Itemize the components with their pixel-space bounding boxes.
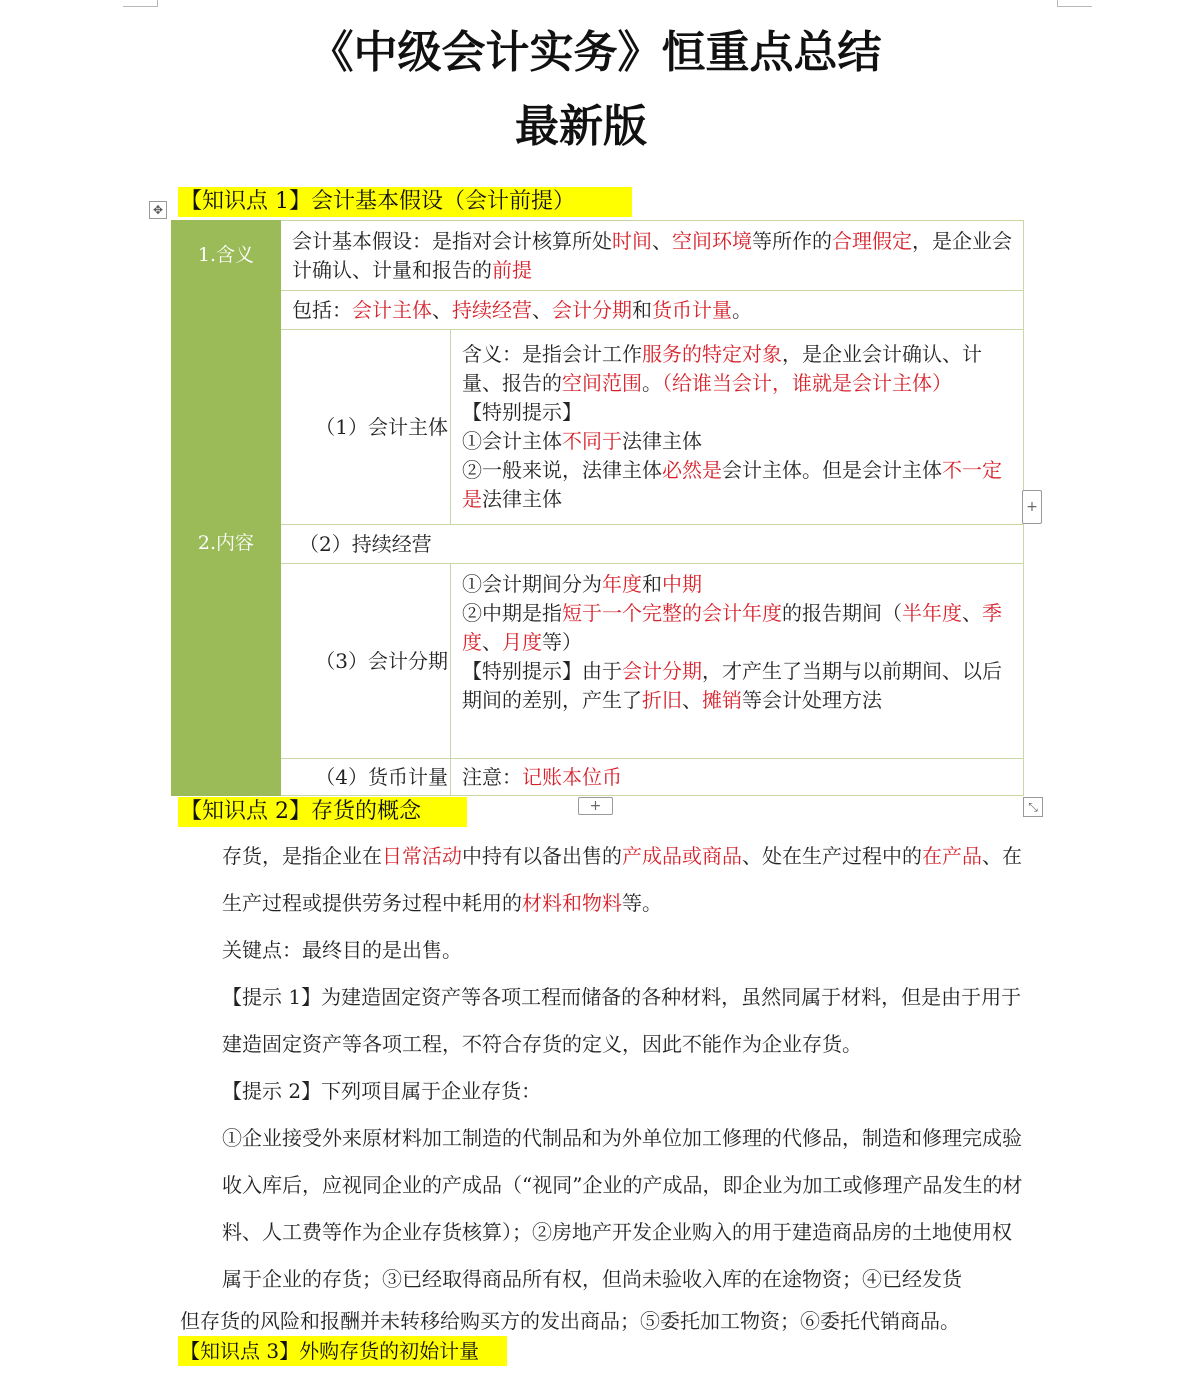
special-tip-label: 【特别提示】: [462, 400, 582, 424]
monetary-measurement-cell: [451, 759, 1024, 796]
highlight-span: 半年度: [902, 601, 962, 625]
page-corner-mark-left: [123, 0, 158, 7]
table-row: [172, 291, 1024, 330]
inventory-definition: [180, 833, 1030, 1303]
tip-2: 【提示 2】下列项目属于企业存货：: [222, 1079, 542, 1103]
text-span: 等）: [542, 630, 582, 654]
text-span: 包括：: [292, 297, 352, 322]
highlight-span: 材料和物料: [522, 891, 622, 915]
text-span: ，是企业会计确认、计量和报告的: [292, 228, 1012, 282]
text-span: 、在生产过程或提供劳务过程中耗用的: [222, 844, 1022, 915]
sub-label-accounting-entity: （1）会计主体: [281, 330, 451, 525]
text-span: 等所作的: [752, 228, 832, 253]
highlight-span: 摊销: [702, 688, 742, 712]
text-span: 法律主体: [482, 487, 562, 511]
highlight-span: 会计主体: [352, 297, 432, 322]
text-span: 中持有以备出售的: [462, 844, 622, 868]
highlight-span: 服务的特定对象: [642, 342, 782, 366]
highlight-span: 短于一个完整的会计年度: [562, 601, 782, 625]
text-span: ①会计期间分为: [462, 572, 602, 596]
highlight-span: 货币计量: [652, 297, 732, 322]
knowledge-point-3-heading: 【知识点 3】外购存货的初始计量: [178, 1336, 507, 1366]
highlight-span: 空间环境: [672, 228, 752, 253]
highlight-span: 月度: [502, 630, 542, 654]
highlight-span: 必然是: [662, 458, 722, 482]
highlight-span: 不一定是: [462, 458, 1002, 511]
text-span: 、处在生产过程中的: [742, 844, 922, 868]
highlight-span: 日常活动: [382, 844, 462, 868]
text-span: 、: [432, 297, 452, 322]
highlight-span: 合理假定: [832, 228, 912, 253]
text-span: 含义：是指会计工作: [462, 342, 642, 366]
highlight-span: 不同于: [562, 429, 622, 453]
table-row: [172, 525, 1024, 564]
text-span: ，是企业会计确认、计量、报告的: [462, 342, 982, 395]
text-block: [180, 833, 1030, 927]
knowledge-point-1-heading: 【知识点 1】会计基本假设（会计前提）: [178, 187, 632, 217]
highlight-span: 空间范围: [562, 371, 642, 395]
highlight-span: 季度: [462, 601, 1002, 654]
document-title: 《中级会计实务》恒重点总结: [309, 27, 882, 78]
text-span: 注意：: [462, 764, 522, 789]
text-span: 、: [532, 297, 552, 322]
sub-label-monetary-measurement: （4）货币计量: [281, 759, 451, 796]
text-block: [462, 427, 1013, 456]
highlight-span: 折旧: [642, 688, 682, 712]
text-block: [462, 456, 1013, 514]
text-span: 会计基本假设：是指对会计核算所处: [292, 228, 612, 253]
insert-column-plus-icon[interactable]: +: [1022, 490, 1042, 524]
table-row: [172, 221, 1024, 291]
accounting-period-cell: [451, 564, 1024, 759]
key-point: 关键点：最终目的是出售。: [222, 938, 462, 962]
text-span: 。: [642, 371, 662, 395]
table-resize-icon[interactable]: ⤡: [1023, 797, 1043, 817]
inventory-items-list: ①企业接受外来原材料加工制造的代制品和为外单位加工修理的代修品，制造和修理完成验收入库后，应视同企业的产成品（“视同”企业的产成品，即企业为加工或修理产品发生的材料、人工费等作为企业存货核算）；②房地产开发企业购入的用于建造商品房的土地使用权属于企业的存货；③已经取得商品所有权，但尚未验收入库的在途物资；④已经发货: [222, 1126, 1023, 1291]
insert-row-plus-icon[interactable]: +: [578, 797, 613, 815]
inventory-items-list-end: 但存货的风险和报酬并未转移给购买方的发出商品；⑤委托加工物资；⑥委托代销商品。: [180, 1309, 960, 1333]
definition-cell: [281, 221, 1024, 291]
text-block: [462, 340, 1013, 398]
row-label-content: 2.内容: [172, 291, 281, 796]
tip-1: 【提示 1】为建造固定资产等各项工程而储备的各种材料，虽然同属于材料，但是由于用于建造固定资产等各项工程，不符合存货的定义，因此不能作为企业存货。: [222, 985, 1022, 1056]
text-span: 和: [632, 297, 652, 322]
sub-label-accounting-period: （3）会计分期: [281, 564, 451, 759]
text-span: 、: [962, 601, 982, 625]
text-block: [462, 570, 1013, 599]
table-row: [172, 759, 1024, 796]
highlight-span: 前提: [492, 257, 532, 282]
table-row: [172, 330, 1024, 525]
table-row: [172, 564, 1024, 759]
row-label-definition: 1.含义: [172, 221, 281, 291]
highlight-span: 持续经营: [452, 297, 532, 322]
highlight-span: 时间: [612, 228, 652, 253]
text-span: 、: [482, 630, 502, 654]
highlight-span: 会计分期: [622, 659, 702, 683]
knowledge-point-2-heading: 【知识点 2】存货的概念: [178, 797, 467, 827]
highlight-span: 中期: [662, 572, 702, 596]
table-move-icon[interactable]: ✥: [149, 201, 167, 219]
highlight-span: （给谁当会计，谁就是会计主体）: [662, 371, 952, 395]
page-corner-mark-right: [1057, 0, 1092, 7]
text-span: 等。: [622, 891, 662, 915]
text-span: 、: [652, 228, 672, 253]
text-span: ②一般来说，法律主体: [462, 458, 662, 482]
text-span: 。: [732, 297, 752, 322]
text-block: [462, 599, 1013, 657]
highlight-span: 产成品或商品: [622, 844, 742, 868]
text-span: 法律主体: [622, 429, 702, 453]
include-cell: [281, 291, 1024, 330]
highlight-span: 年度: [602, 572, 642, 596]
highlight-span: 记账本位币: [522, 764, 622, 789]
text-span: 存货，是指企业在: [222, 844, 382, 868]
highlight-span: 会计分期: [552, 297, 632, 322]
text-span: 、: [682, 688, 702, 712]
text-span: ，才产生了当期与以前期间、以后期间的差别，产生了: [462, 659, 1002, 712]
document-subtitle: 最新版: [515, 101, 647, 152]
text-span: ②中期是指: [462, 601, 562, 625]
text-span: 和: [642, 572, 662, 596]
accounting-entity-cell: [451, 330, 1024, 525]
text-span: ①会计主体: [462, 429, 562, 453]
text-block: [462, 657, 1013, 715]
text-span: 等会计处理方法: [742, 688, 882, 712]
knowledge-table: [171, 220, 1024, 796]
highlight-span: 在产品: [922, 844, 982, 868]
text-span: 会计主体。但是会计主体: [722, 458, 942, 482]
text-span: 【特别提示】由于: [462, 659, 622, 683]
text-span: 的报告期间（: [782, 601, 902, 625]
going-concern-cell: （2）持续经营: [281, 525, 1024, 564]
